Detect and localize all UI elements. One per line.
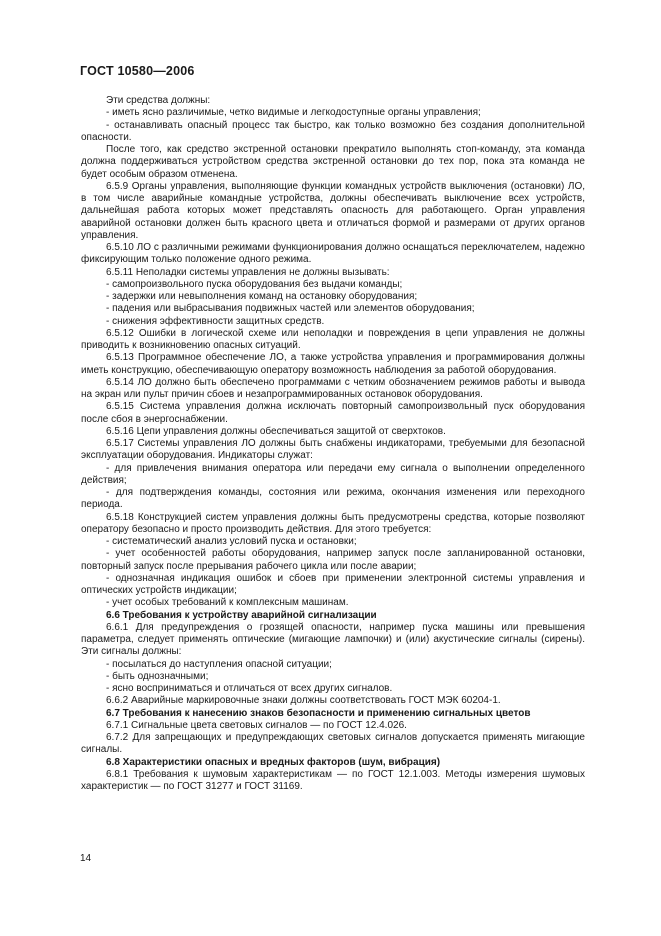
paragraph: После того, как средство экстренной остановки прекратило выполнять стоп-команду, эта команда должна поддерживаться устройством средства экстренной остановки до тех пор, пока эта команда не будет особым образом отменена. <box>81 144 585 180</box>
list-item: - для привлечения внимания оператора или передачи ему сигнала о выполнении определенного действия; <box>81 462 585 486</box>
clause-6-5-18: 6.5.18 Конструкцией систем управления должны быть предусмотрены средства, которые позволяют оператору безопасно и просто производить действия. Для этого требуется: <box>81 511 585 535</box>
list-item: - падения или выбрасывания подвижных частей или элементов оборудования; <box>106 303 475 315</box>
clause-6-6-1: 6.6.1 Для предупреждения о грозящей опасности, например пуска машины или превышения параметра, следует применять оптические (мигающие лампочки) и (или) акустические сигналы (сирены). Эти сигналы должны: <box>81 621 585 658</box>
list-item: - быть однозначными; <box>106 670 209 682</box>
list-item: - учет особых требований к комплексным машинам. <box>106 597 349 609</box>
page-header-title: ГОСТ 10580—2006 <box>80 64 195 78</box>
clause-6-5-13: 6.5.13 Программное обеспечение ЛО, а также устройства управления и программирования должны иметь конструкцию, обеспечивающую оператору возможность наблюдения за работой оборудования. <box>81 352 585 376</box>
clause-6-5-16: 6.5.16 Цепи управления должны обеспечиваться защитой от сверхтоков. <box>106 425 446 437</box>
list-item: - иметь ясно различимые, четко видимые и легкодоступные органы управления; <box>106 107 481 119</box>
list-item: - самопроизвольного пуска оборудования без выдачи команды; <box>106 278 403 290</box>
paragraph: Эти средства должны: <box>106 95 211 106</box>
clause-6-7-1: 6.7.1 Сигнальные цвета световых сигналов — по ГОСТ 12.4.026. <box>106 719 407 731</box>
clause-6-5-11: 6.5.11 Неполадки системы управления не должны вызывать: <box>106 266 390 278</box>
clause-6-5-12: 6.5.12 Ошибки в логической схеме или неполадки и повреждения в цепи управления не должны приводить к возникновению опасных ситуаций. <box>81 327 585 351</box>
clause-6-5-17: 6.5.17 Системы управления ЛО должны быть снабжены индикаторами, требуемыми для безопасной эксплуатации оборудования. Индикаторы служат: <box>81 438 585 462</box>
clause-6-5-15: 6.5.15 Система управления должна исключать повторный самопроизвольный пуск оборудования после сбоя в энергоснабжении. <box>81 401 585 425</box>
list-item: - снижения эффективности защитных средств. <box>106 315 325 327</box>
page-number: 14 <box>80 853 92 864</box>
list-item: - ясно восприниматься и отличаться от всех других сигналов. <box>106 683 393 694</box>
clause-6-8-1: 6.8.1 Требования к шумовым характеристикам — по ГОСТ 12.1.003. Методы измерения шумовых характеристик — по ГОСТ 31277 и ГОСТ 31169. <box>81 768 585 792</box>
clause-6-5-14: 6.5.14 ЛО должно быть обеспечено программами с четким обозначением режимов работы и вывода на экран или пульт причин сбоев и незапрограммированных остановок оборудования. <box>81 376 585 400</box>
list-item: - учет особенностей работы оборудования, например запуск после запланированной остановки, повторный запуск после прерывания рабочего цикла или после аварии; <box>81 548 585 572</box>
list-item: - для подтверждения команды, состояния или режима, окончания изменения или переходного периода. <box>81 487 585 511</box>
list-item: - задержки или невыполнения команд на остановку оборудования; <box>106 291 418 302</box>
document-body <box>81 95 585 793</box>
section-heading-6-8: 6.8 Характеристики опасных и вредных факторов (шум, вибрация) <box>106 756 441 768</box>
clause-6-6-2: 6.6.2 Аварийные маркировочные знаки должны соответствовать ГОСТ МЭК 60204-1. <box>106 695 501 707</box>
list-item: - систематический анализ условий пуска и остановки; <box>106 536 357 547</box>
section-heading-6-7: 6.7 Требования к нанесению знаков безопасности и применению сигнальных цветов <box>106 707 531 719</box>
clause-6-5-9: 6.5.9 Органы управления, выполняющие функции командных устройств выключения (остановки) ЛО, в том числе аварийные командные устройства, должны обеспечивать выключение всех устройств, дальнейшая работа которых может представлять опасность для работающего. Орган управления аварийной остановки должен быть красного цвета и отличаться формой и размерами от других органов управления. <box>81 180 585 241</box>
list-item: - однозначная индикация ошибок и сбоев при применении электронной системы управления и оптических устройств индикации; <box>81 572 585 596</box>
clause-6-7-2: 6.7.2 Для запрещающих и предупреждающих световых сигналов допускается применять мигающие сигналы. <box>81 732 585 756</box>
list-item: - останавливать опасный процесс так быстро, как только возможно без создания дополнительной опасности. <box>81 119 585 143</box>
section-heading-6-6: 6.6 Требования к устройству аварийной сигнализации <box>106 609 377 621</box>
list-item: - посылаться до наступления опасной ситуации; <box>106 658 332 670</box>
clause-6-5-10: 6.5.10 ЛО с различными режимами функционирования должно оснащаться переключателем, надежно фиксирующим только положение одного режима. <box>81 242 585 266</box>
